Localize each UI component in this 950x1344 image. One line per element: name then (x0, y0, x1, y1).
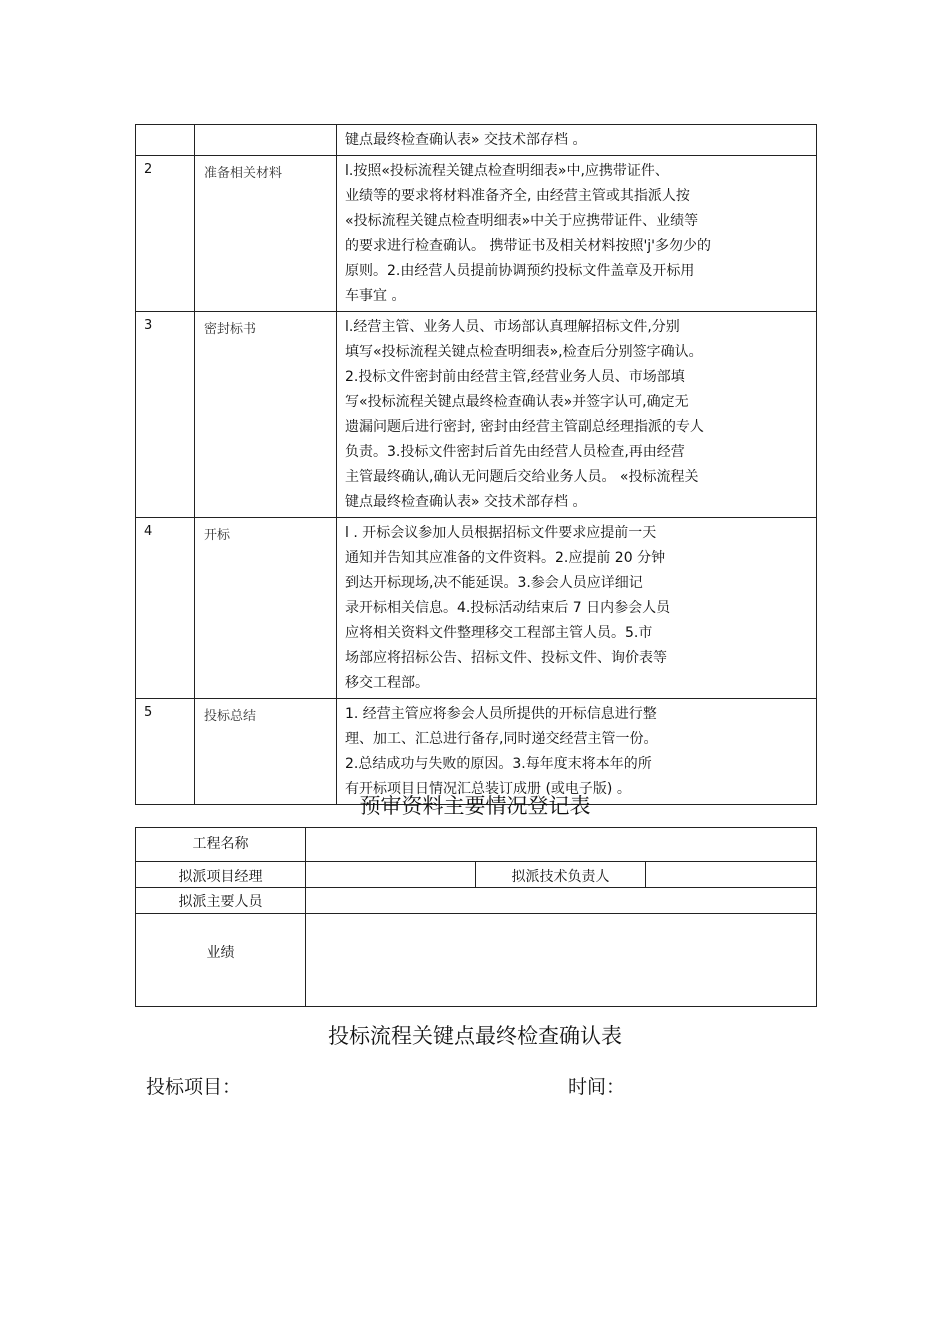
main-staff-value (306, 888, 817, 914)
performance-label: 业绩 (136, 914, 306, 1007)
project-manager-label: 拟派项目经理 (136, 862, 306, 888)
description-line: 的要求进行检查确认。 携带证书及相关材料按照'j'多勿少的 (345, 238, 712, 254)
process-row (136, 125, 817, 156)
bid-process-table (135, 124, 817, 805)
description-line: 1. 经营主管应将参会人员所提供的开标信息进行整 (345, 706, 657, 722)
process-row (136, 156, 817, 312)
description-line: 写«投标流程关键点最终检查确认表»并签字认可,确定无 (345, 394, 689, 410)
description-line: 应将相关资料文件整理移交工程部主管人员。5.市 (345, 625, 653, 641)
process-row (136, 518, 817, 699)
time-label: 时间： (568, 1076, 626, 1098)
description-line: 移交工程部。 (345, 675, 429, 691)
description-line: l.按照«投标流程关键点检查明细表»中,应携带证件、 (345, 163, 669, 179)
description-line: 2.总结成功与失败的原因。3.每年度末将本年的所 (345, 756, 652, 772)
step-description (337, 699, 817, 805)
description-line: l . 开标会议参加人员根据招标文件要求应提前一天 (345, 525, 657, 541)
description-line: 理、加工、汇总进行备存,同时递交经营主管一份。 (345, 731, 658, 747)
description-line: 场部应将招标公告、招标文件、投标文件、询价表等 (345, 650, 667, 666)
step-number: 2 (136, 156, 195, 312)
description-line: 2.投标文件密封前由经营主管,经营业务人员、市场部填 (345, 369, 685, 385)
step-description (337, 125, 817, 156)
description-line: 通知并告知其应准备的文件资料。2.应提前 20 分钟 (345, 550, 666, 566)
description-line: l.经营主管、业务人员、市场部认真理解招标文件,分别 (345, 319, 680, 335)
process-row (136, 699, 817, 805)
description-line: 到达开标现场,决不能延误。3.参会人员应详细记 (345, 575, 643, 591)
description-line: 有开标项目日情况汇总装订成册 (或电子版) 。 (345, 781, 631, 797)
main-staff-label: 拟派主要人员 (136, 888, 306, 914)
step-name: 准备相关材料 (195, 156, 337, 312)
step-number (136, 125, 195, 156)
bid-project-label: 投标项目： (146, 1076, 242, 1098)
description-line: 键点最终检查确认表» 交技术部存档 。 (345, 494, 587, 510)
description-line: 遗漏问题后进行密封, 密封由经营主管副总经理指派的专人 (345, 419, 704, 435)
bid-process-table-body (136, 125, 817, 805)
project-name-row (136, 828, 817, 862)
project-name-value (306, 828, 817, 862)
tech-lead-value (646, 862, 817, 888)
prequalification-registration-table (135, 827, 817, 1007)
description-line: 录开标相关信息。4.投标活动结束后 7 日内参会人员 (345, 600, 671, 616)
description-line: 负责。3.投标文件密封后首先由经营人员检查,再由经营 (345, 444, 685, 460)
process-row (136, 312, 817, 518)
staff-row (136, 888, 817, 914)
project-name-label: 工程名称 (136, 828, 306, 862)
step-number: 5 (136, 699, 195, 805)
description-line: «投标流程关键点检查明细表»中关于应携带证件、业绩等 (345, 213, 699, 229)
description-line: 车事宜 。 (345, 288, 406, 304)
performance-row (136, 914, 817, 1007)
step-name (195, 125, 337, 156)
project-manager-value (306, 862, 476, 888)
description-line: 业绩等的要求将材料准备齐全, 由经营主管或其指派人按 (345, 188, 690, 204)
step-description (337, 518, 817, 699)
step-number: 4 (136, 518, 195, 699)
tech-lead-label: 拟派技术负责人 (476, 862, 646, 888)
description-line: 键点最终检查确认表» 交技术部存档 。 (345, 132, 587, 148)
step-name: 密封标书 (195, 312, 337, 518)
description-line: 原则。2.由经营人员提前协调预约投标文件盖章及开标用 (345, 263, 695, 279)
performance-value (306, 914, 817, 1007)
step-name: 投标总结 (195, 699, 337, 805)
managers-row (136, 862, 817, 888)
step-description (337, 312, 817, 518)
description-line: 主管最终确认,确认无问题后交给业务人员。 «投标流程关 (345, 469, 699, 485)
description-line: 填写«投标流程关键点检查明细表»,检查后分别签字确认。 (345, 344, 703, 360)
step-description (337, 156, 817, 312)
step-name: 开标 (195, 518, 337, 699)
step-number: 3 (136, 312, 195, 518)
final-check-title: 投标流程关键点最终检查确认表 (328, 1024, 622, 1048)
registration-title: 预审资料主要情况登记表 (359, 794, 591, 818)
